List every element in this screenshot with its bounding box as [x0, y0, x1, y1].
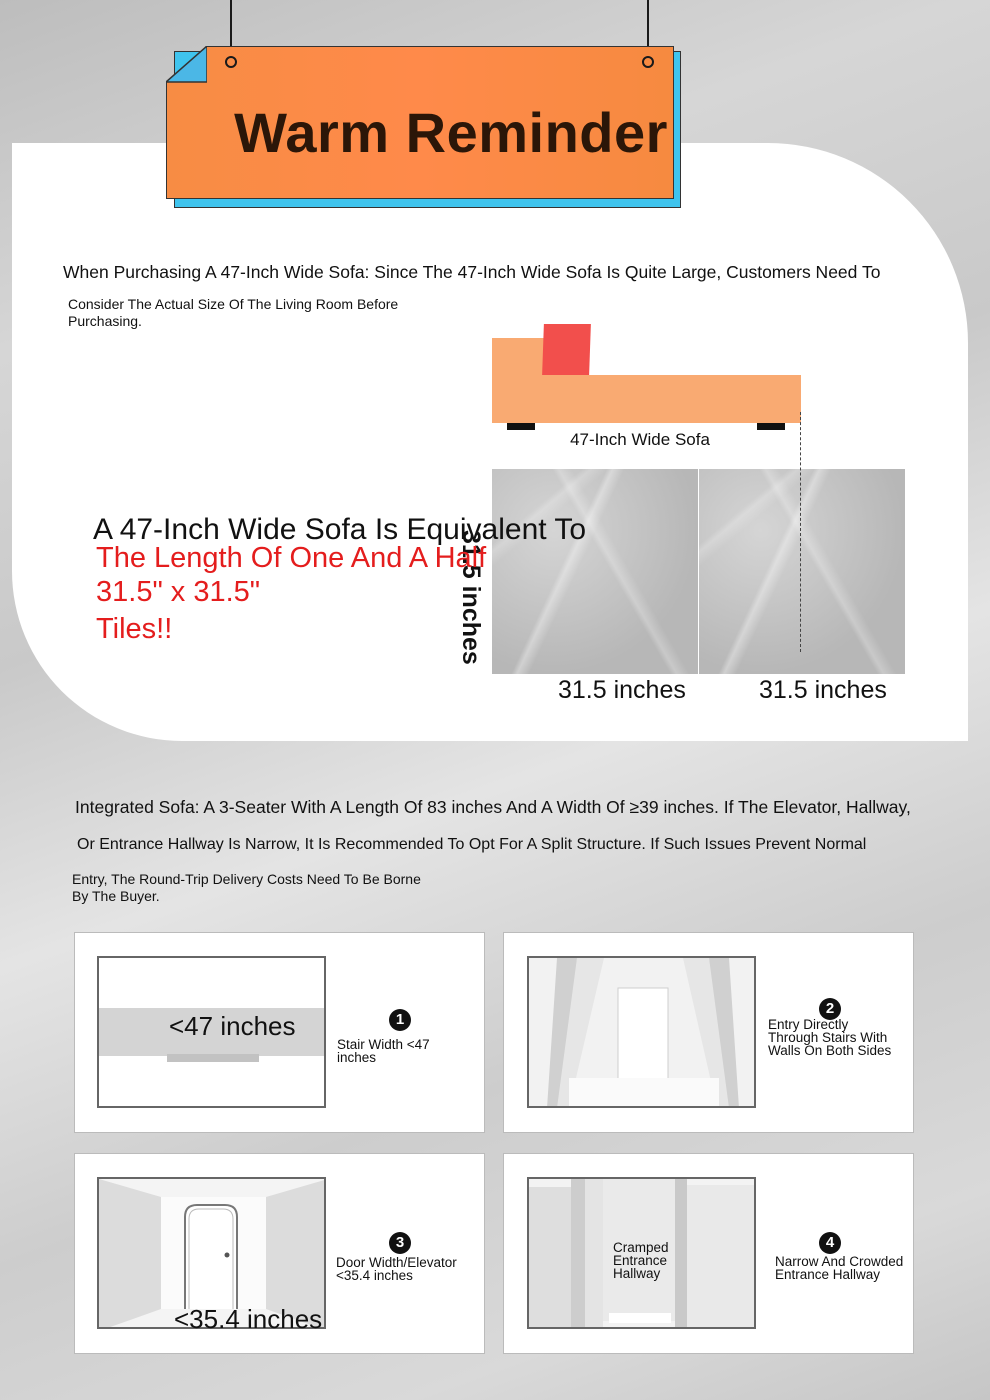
stair-width-dimension: <47 inches — [169, 1011, 296, 1041]
stairs-walls-illustration — [527, 956, 756, 1108]
equivalence-red-line-3: Tiles!! — [96, 613, 173, 645]
number-badge-4: 4 — [819, 1232, 841, 1254]
narrow-hallway-caption: Narrow And Crowded Entrance Hallway — [775, 1254, 904, 1282]
equivalence-red-line-1: The Length Of One And A Half — [96, 542, 487, 574]
equivalence-heading: A 47-Inch Wide Sofa Is Equivalent To — [93, 513, 587, 546]
stairs-walls-caption: Entry Directly Through Stairs With Walls On Both Sides — [768, 1017, 892, 1058]
sign-ring-left — [225, 56, 237, 68]
sofa-pillow — [542, 324, 591, 375]
sofa-leg-left — [507, 423, 535, 430]
sign-ring-right — [642, 56, 654, 68]
number-badge-2: 2 — [819, 998, 841, 1020]
number-badge-1: 1 — [389, 1009, 411, 1031]
marble-tile-1 — [492, 469, 698, 674]
hallway-inner-label: Cramped Entrance Hallway — [613, 1240, 669, 1281]
corridor-walls-drawing — [529, 958, 756, 1108]
stair-step — [167, 1054, 259, 1062]
tile-width-label-1: 31.5 inches — [558, 676, 686, 704]
stair-width-caption: Stair Width <47 inches — [337, 1037, 430, 1065]
equivalence-red-line-2: 31.5" x 31.5" — [96, 576, 261, 608]
integrated-line-1: Integrated Sofa: A 3-Seater With A Length Of 83 inches And A Width Of ≥39 inches. If The Elevator, Hallway, — [75, 797, 911, 817]
door-width-dimension: <35.4 inches — [174, 1304, 323, 1334]
sign-title: Warm Reminder — [234, 101, 668, 164]
marble-tile-2 — [699, 469, 905, 674]
integrated-line-2: Or Entrance Hallway Is Narrow, It Is Recommended To Opt For A Split Structure. If Such Issues Prevent Normal — [77, 836, 867, 853]
number-badge-3: 3 — [389, 1232, 411, 1254]
tile-height-label: 31.5 inches — [457, 530, 485, 665]
sofa-leg-right — [757, 423, 785, 430]
intro-line-1: When Purchasing A 47-Inch Wide Sofa: Since The 47-Inch Wide Sofa Is Quite Large, Customers Need To — [63, 262, 881, 282]
intro-line-2: Consider The Actual Size Of The Living Room Before Purchasing. — [68, 296, 399, 329]
sofa-width-guide-line — [800, 412, 801, 652]
integrated-line-3: Entry, The Round-Trip Delivery Costs Need To Be Borne By The Buyer. — [72, 871, 421, 904]
sofa-seat — [492, 375, 801, 423]
sofa-label: 47-Inch Wide Sofa — [570, 430, 710, 449]
sign-fold-corner — [166, 46, 207, 83]
tile-width-label-2: 31.5 inches — [759, 676, 887, 704]
door-width-caption: Door Width/Elevator <35.4 inches — [336, 1255, 457, 1283]
